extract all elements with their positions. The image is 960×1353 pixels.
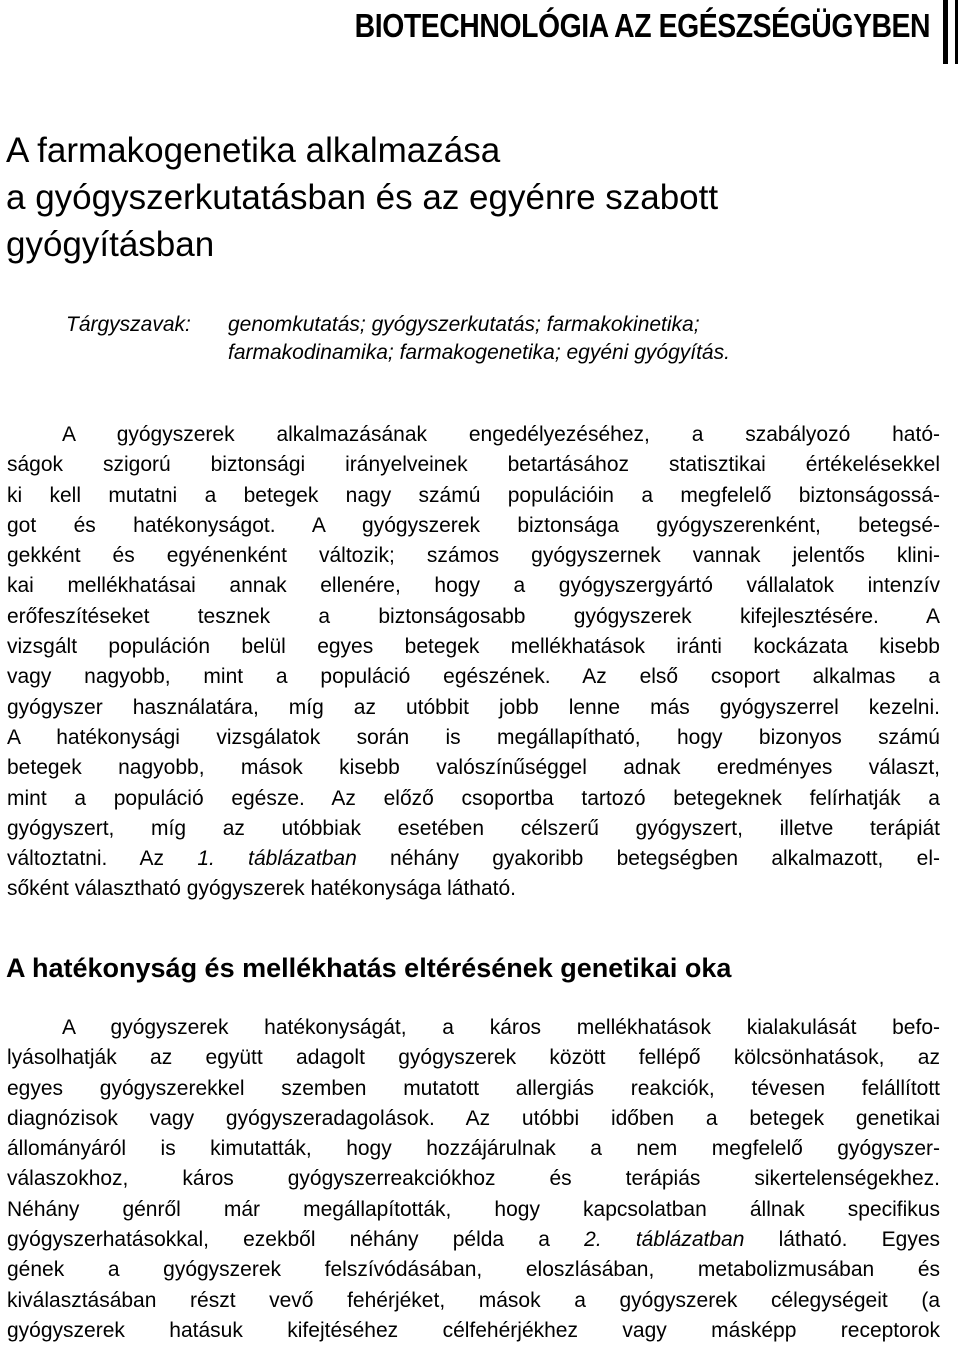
paragraph-line: A hatékonysági vizsgálatok során is megállapítható, hogy bizonyos számú [7,725,940,749]
paragraph-line: lyásolhatják az együtt adagolt gyógyszerek között fellépő kölcsönhatások, az [7,1046,940,1070]
header-rule-thin [955,0,958,64]
paragraph-line: kiválasztásában részt vevő fehérjéket, mások a gyógyszerek célegységeit (a [7,1288,940,1312]
paragraph-line: ságok szigorú biztonsági irányelveinek betartásához statisztikai értékelésekkel [7,453,940,477]
paragraph-line: gének a gyógyszerek felszívódásában, eloszlásában, metabolizmusában és [7,1258,940,1282]
running-header [300,0,960,64]
paragraph-line: válaszokhoz, káros gyógyszerreakciókhoz és terápiás sikertelenségekhez. [7,1167,940,1191]
header-rule-thick [943,0,948,64]
paragraph-line: betegek nagyobb, mások kisebb valószínűséggel adnak eredményes választ, [7,756,940,780]
paragraph-line: állományáról is kimutatták, hogy hozzájárulnak a nem megfelelő gyógyszer- [7,1137,940,1161]
article-title [6,127,906,268]
line-text: látható. Egyes [744,1228,941,1252]
line-text: változtatni. Az [7,847,198,871]
paragraph-line: gyógyszert, míg az utóbbiak esetében célszerű gyógyszert, illetve terápiát [7,816,940,840]
paragraph-line: erőfeszítéseket tesznek a biztonságosabb gyógyszerek kifejlesztésére. A [7,604,940,628]
body-paragraph-2 [7,1013,940,1346]
line-text: néhány gyakoribb betegségben alkalmazott, el- [356,847,941,871]
paragraph-line: mint a populáció egésze. Az előző csoportba tartozó betegeknek felírhatják a [7,786,940,810]
paragraph-line [7,844,940,874]
paragraph-line: sőként választható gyógyszerek hatékonysága látható. [7,877,516,901]
paragraph-line: gyógyszer használatára, míg az utóbbit jobb lenne más gyógyszerrel kezelni. [7,695,940,719]
paragraph-line: vagy nagyobb, mint a populáció egészének. Az első csoport alkalmas a [7,665,940,689]
paragraph-line: got és hatékonyságot. A gyógyszerek biztonsága gyógyszerenként, betegsé- [7,513,940,537]
table-reference: 2. táblázatban [584,1228,745,1252]
section-heading: A hatékonyság és mellékhatás eltérésének genetikai oka [6,953,732,983]
body-paragraph-1 [7,420,940,905]
article-title-line: gyógyításban [6,225,215,264]
paragraph-line: A gyógyszerek alkalmazásának engedélyezéséhez, a szabályozó ható- [62,423,940,446]
article-title-line: A farmakogenetika alkalmazása [6,131,501,170]
paragraph-line: A gyógyszerek hatékonyságát, a káros mellékhatások kialakulását befo- [62,1016,940,1039]
keywords-terms [228,311,730,367]
keywords-label: Tárgyszavak: [66,313,191,336]
paragraph-line: kai mellékhatásai annak ellenére, hogy a gyógyszergyártó vállalatok intenzív [7,574,940,598]
paragraph-line: ki kell mutatni a betegek nagy számú populációin a megfelelő biztonságossá- [7,483,940,507]
paragraph-line: Néhány génről már megállapították, hogy kapcsolatban állnak specifikus [7,1197,940,1221]
line-text: gyógyszerhatásokkal, ezekből néhány példa a [7,1228,585,1252]
paragraph-line: egyes gyógyszerekkel szemben mutatott allergiás reakciók, tévesen felállított [7,1076,940,1100]
table-reference: 1. táblázatban [197,847,357,871]
paragraph-line: vizsgált populáción belül egyes betegek mellékhatások iránti kockázata kisebb [7,635,940,659]
paragraph-line: gekként és egyénenként változik; számos gyógyszernek vannak jelentős klini- [7,544,940,568]
article-title-line: a gyógyszerkutatásban és az egyénre szabott [6,178,719,217]
paragraph-line [7,1225,940,1255]
paragraph-line: gyógyszerek hatásuk kifejtéséhez célfehérjékhez vagy másképp receptorok [7,1318,940,1342]
paragraph-line: diagnózisok vagy gyógyszeradagolások. Az utóbbi időben a betegek genetikai [7,1106,940,1130]
keywords-line: genomkutatás; gyógyszerkutatás; farmakokinetika; [228,313,700,336]
running-title: BIOTECHNOLÓGIA AZ EGÉSZSÉGÜGYBEN [354,7,930,44]
keywords-line: farmakodinamika; farmakogenetika; egyéni gyógyítás. [228,341,730,364]
